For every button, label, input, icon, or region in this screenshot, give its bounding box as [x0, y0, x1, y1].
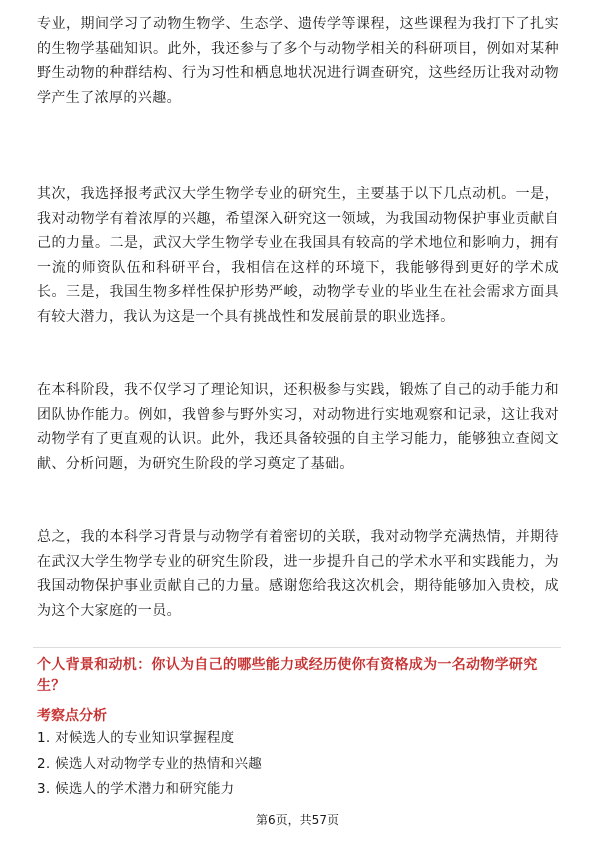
- interview-question: 个人背景和动机：你认为自己的哪些能力或经历使你有资格成为一名动物学研究生？: [37, 657, 538, 694]
- answer-paragraph-4: 总之，我的本科学习背景与动物学有着密切的关联，我对动物学充满热情，并期待在武汉大学生物学专业的研究生阶段，进一步提升自己的学术水平和实践能力，为我国动物保护事业贡献自己的力量。感谢您给我这次机会，期待能够加入贵校，成为这个大家庭的一员。: [37, 529, 559, 619]
- list-item: 1. 对候选人的专业知识掌握程度: [37, 730, 235, 746]
- section-title: 考察点分析: [37, 708, 107, 724]
- answer-paragraph-3: 在本科阶段，我不仅学习了理论知识，还积极参与实践，锻炼了自己的动手能力和团队协作能力。例如，我曾参与野外实习，对动物进行实地观察和记录，这让我对动物学有了更直观的认识。此外，我还具备较强的自主学习能力，能够独立查阅文献、分析问题，为研究生阶段的学习奠定了基础。: [37, 382, 559, 472]
- answer-paragraph-1: 专业，期间学习了动物生物学、生态学、遗传学等课程，这些课程为我打下了扎实的生物学基础知识。此外，我还参与了多个与动物学相关的科研项目，例如对某种野生动物的种群结构、行为习性和栖息地状况进行调查研究，这些经历让我对动物学产生了浓厚的兴趣。: [37, 16, 559, 106]
- list-item: 2. 候选人对动物学专业的热情和兴趣: [37, 755, 263, 772]
- evaluation-points-list: [37, 728, 262, 805]
- list-item: 3. 候选人的学术潜力和研究能力: [37, 781, 235, 797]
- section-divider: [33, 647, 561, 648]
- page-number-footer: 第6页，共57页: [256, 813, 339, 827]
- answer-paragraph-2: 其次，我选择报考武汉大学生物学专业的研究生，主要基于以下几点动机。一是，我对动物学有着浓厚的兴趣，希望深入研究这一领域，为我国动物保护事业贡献自己的力量。二是，武汉大学生物学专业在我国具有较高的学术地位和影响力，拥有一流的师资队伍和科研平台，我相信在这样的环境下，我能够得到更好的学术成长。三是，我国生物多样性保护形势严峻，动物学专业的毕业生在社会需求方面具有较大潜力，我认为这是一个具有挑战性和发展前景的职业选择。: [37, 186, 559, 325]
